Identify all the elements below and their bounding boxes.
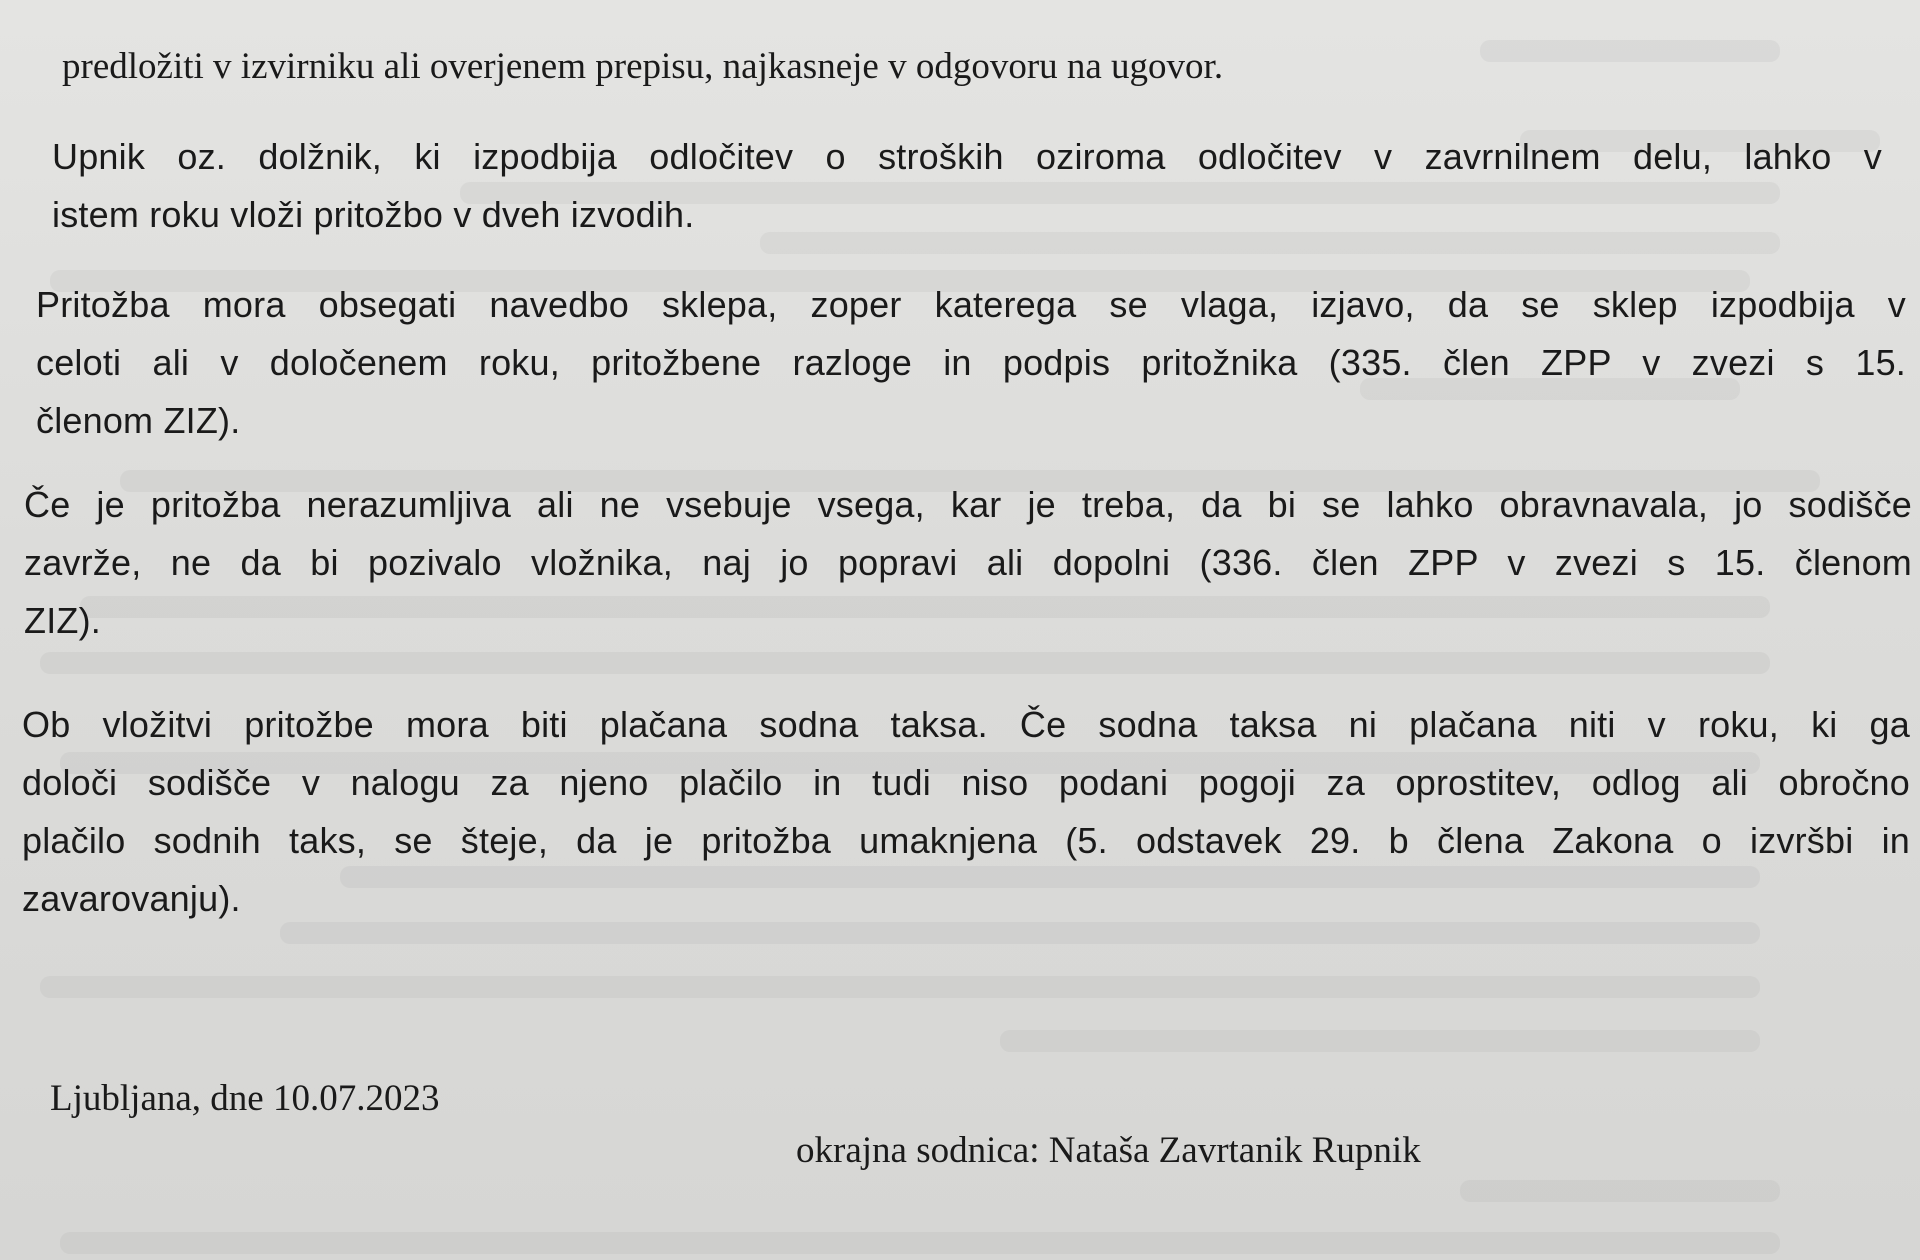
paragraph-3-line-2: celoti ali v določenem roku, pritožbene razloge in podpis pritožnika (335. člen ZPP v zvezi s 15. [36,342,1906,383]
paragraph-4-line-2: zavrže, ne da bi pozivalo vložnika, naj jo popravi ali dopolni (336. člen ZPP v zvezi s 15. členom [24,542,1912,583]
paragraph-2-line-2: istem roku vloži pritožbo v dveh izvodih. [52,194,695,235]
paragraph-4-line-3: ZIZ). [24,600,101,641]
signature [796,1122,1796,1180]
paragraph-5-line-4: zavarovanju). [22,878,241,919]
paragraph-3-line-1: Pritožba mora obsegati navedbo sklepa, zoper katerega se vlaga, izjavo, da se sklep izpodbija v [36,284,1906,325]
paragraph-1 [62,38,1562,96]
paragraph-2 [52,128,1882,244]
paragraph-4 [24,476,1912,650]
place-and-date [50,1070,850,1128]
paragraph-2-line-1: Upnik oz. dolžnik, ki izpodbija odločitev o stroških oziroma odločitev v zavrnilnem delu, lahko v [52,136,1882,177]
signature-text: okrajna sodnica: Nataša Zavrtanik Rupnik [796,1130,1421,1171]
paragraph-3 [36,276,1906,450]
paragraph-3-line-3: členom ZIZ). [36,400,241,441]
paragraph-5-line-2: določi sodišče v nalogu za njeno plačilo in tudi niso podani pogoji za oprostitev, odlog ali obročno [22,762,1910,803]
paragraph-1-line-1: predložiti v izvirniku ali overjenem prepisu, najkasneje v odgovoru na ugovor. [62,46,1224,87]
paragraph-4-line-1: Če je pritožba nerazumljiva ali ne vsebuje vsega, kar je treba, da bi se lahko obravnavala, jo sodišče [24,484,1912,525]
paragraph-5 [22,696,1910,928]
paragraph-5-line-3: plačilo sodnih taks, se šteje, da je pritožba umaknjena (5. odstavek 29. b člena Zakona o izvršbi in [22,820,1910,861]
place-and-date-text: Ljubljana, dne 10.07.2023 [50,1078,440,1119]
paragraph-5-line-1: Ob vložitvi pritožbe mora biti plačana sodna taksa. Če sodna taksa ni plačana niti v roku, ki ga [22,704,1910,745]
